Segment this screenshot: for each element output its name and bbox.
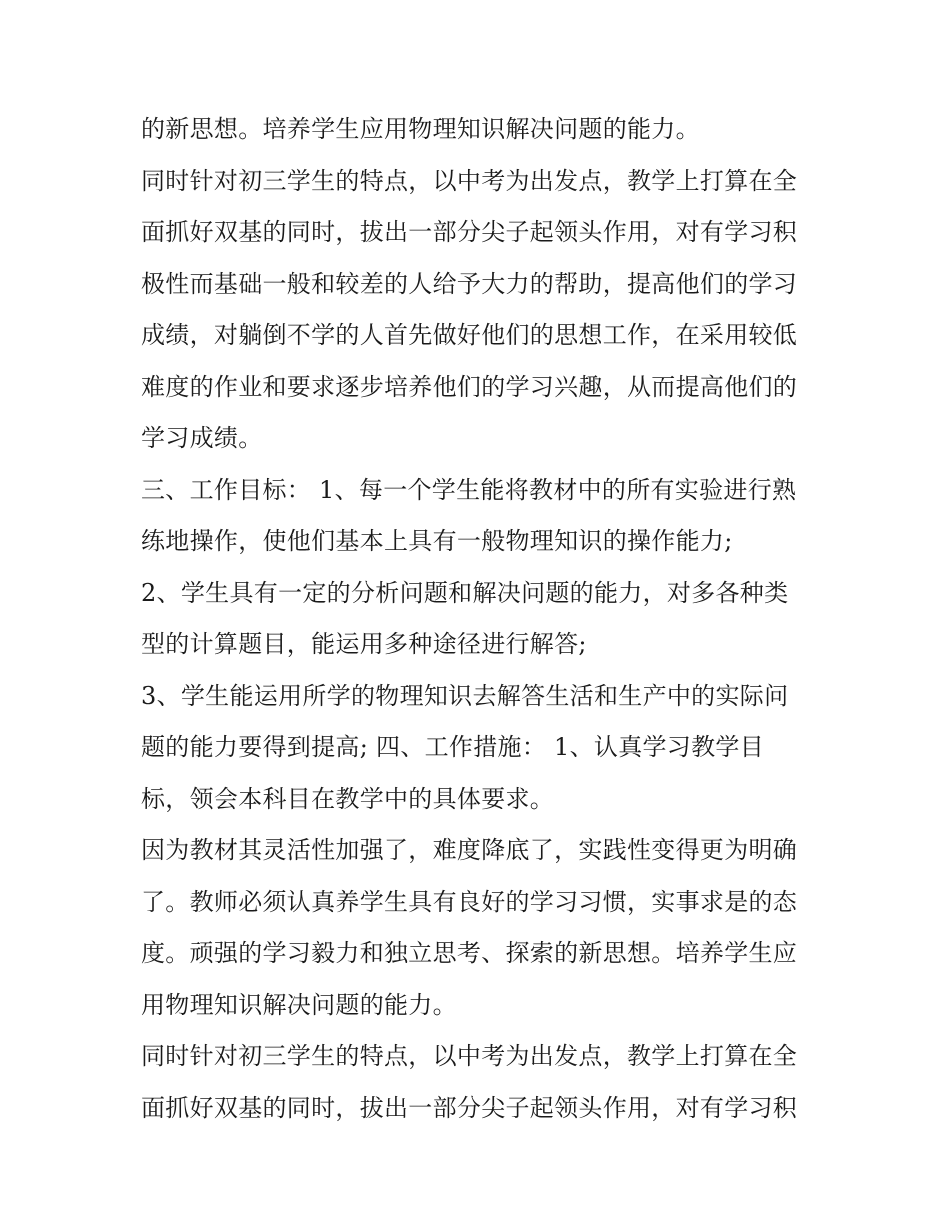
- text-line: 难度的作业和要求逐步培养他们的学习兴趣，从而提高他们的: [141, 372, 798, 401]
- document-body: [141, 104, 821, 1134]
- text-line: 成绩，对躺倒不学的人首先做好他们的思想工作，在采用较低: [141, 321, 798, 349]
- text-line: 极性而基础一般和较差的人给予大力的帮助，提高他们的学习: [141, 269, 798, 298]
- text-line: 用物理知识解决问题的能力。: [141, 990, 457, 1019]
- text-line: 因为教材其灵活性加强了，难度降底了，实践性变得更为明确: [141, 836, 798, 864]
- text-line: 了。教师必须认真养学生具有良好的学习习惯，实事求是的态: [141, 887, 798, 916]
- text-line: 面抓好双基的同时，拔出一部分尖子起领头作用，对有学习积: [141, 218, 798, 246]
- text-line: 的新思想。培养学生应用物理知识解决问题的能力。: [141, 115, 700, 143]
- text-line: 2、学生具有一定的分析问题和解决问题的能力，对多各种类: [141, 578, 789, 607]
- text-line: 同时针对初三学生的特点，以中考为出发点，教学上打算在全: [141, 166, 798, 195]
- text-line: 三、工作目标： 1、每一个学生能将教材中的所有实验进行熟: [141, 475, 797, 504]
- text-line: 3、学生能运用所学的物理知识去解答生活和生产中的实际问: [141, 681, 789, 710]
- text-line: 题的能力要得到提高; 四、工作措施： 1、认真学习教学目: [141, 733, 765, 761]
- text-line: 练地操作，使他们基本上具有一般物理知识的操作能力;: [141, 527, 733, 555]
- text-line: 标，领会本科目在教学中的具体要求。: [141, 784, 555, 813]
- text-line: 同时针对初三学生的特点，以中考为出发点，教学上打算在全: [141, 1042, 798, 1070]
- text-line: 学习成绩。: [141, 424, 263, 452]
- text-line: 度。顽强的学习毅力和独立思考、探索的新思想。培养学生应: [141, 939, 798, 967]
- text-line: 型的计算题目，能运用多种途径进行解答;: [141, 630, 587, 658]
- text-line: 面抓好双基的同时，拔出一部分尖子起领头作用，对有学习积: [141, 1093, 798, 1122]
